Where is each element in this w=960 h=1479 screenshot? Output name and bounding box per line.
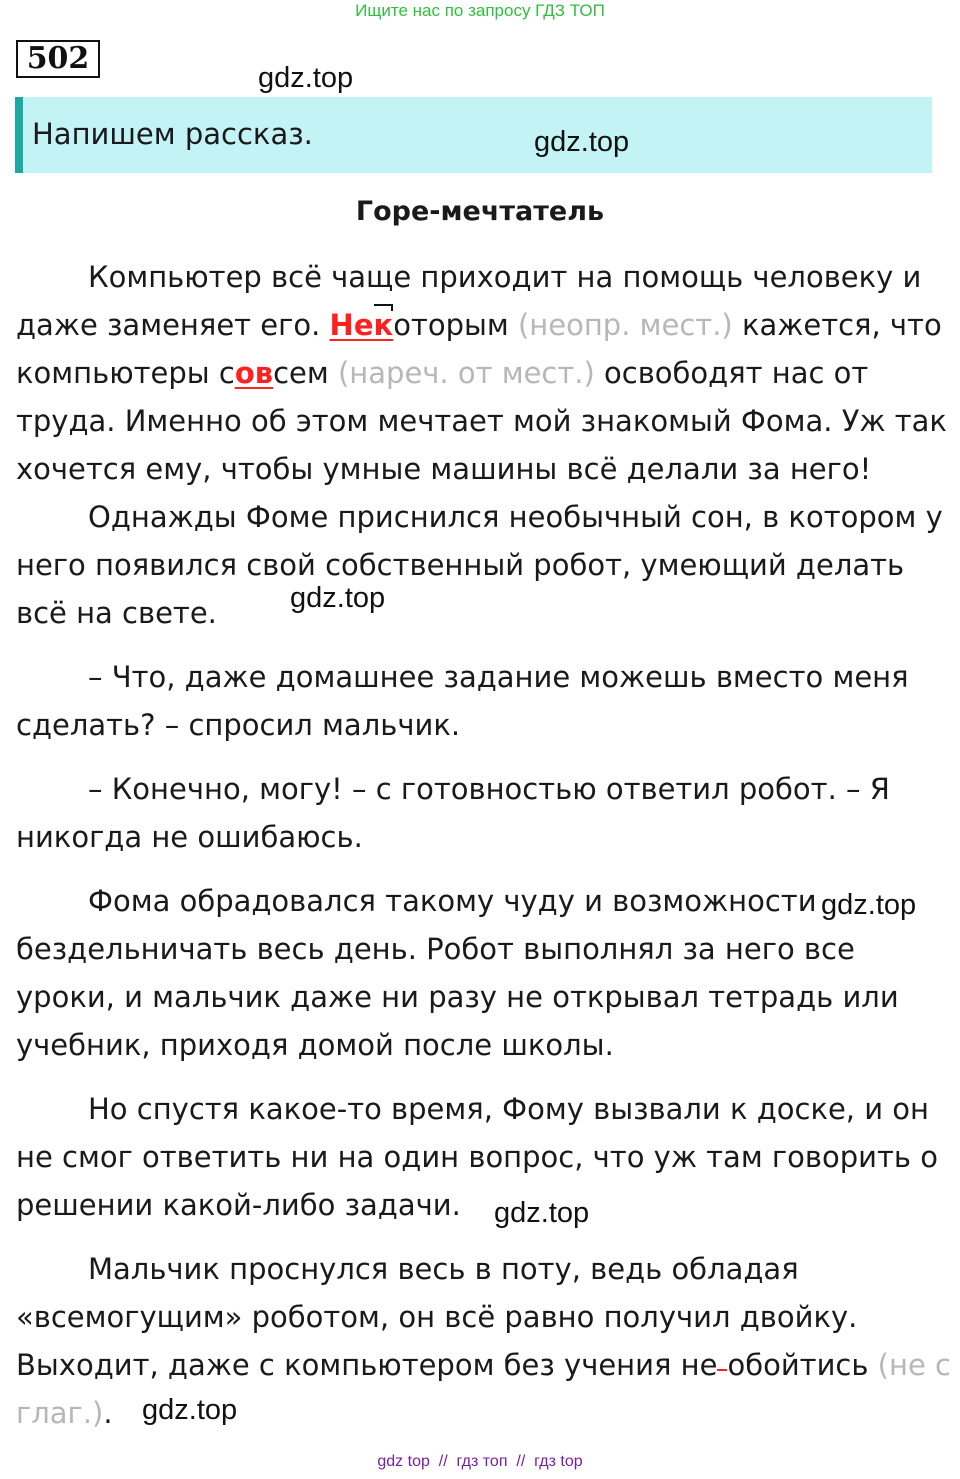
text-line: него появился свой собственный робот, умеющий делать (16, 548, 905, 582)
text-line: сделать? – спросил мальчик. (16, 708, 461, 742)
text-line: труда. Именно об этом мечтает мой знакомый Фома. Уж так (16, 404, 947, 438)
prefix-marked: Не (329, 308, 374, 342)
text-fragment: компьютеры с (16, 356, 235, 390)
root-marked: ов (234, 356, 274, 390)
text-fragment: даже заменяет его. (16, 308, 330, 342)
suffix-marked: к (373, 308, 394, 342)
watermark: gdz.top (494, 1197, 590, 1229)
text-line: никогда не ошибаюсь. (16, 820, 363, 854)
text-fragment: обойтись (727, 1348, 869, 1382)
grammar-note: глаг.) (16, 1396, 104, 1430)
story-title: Горе-мечтатель (355, 196, 605, 227)
text-fragment: кажется, что (741, 308, 942, 342)
watermark: gdz.top (821, 889, 917, 921)
text-line: хочется ему, чтобы умные машины всё делали за него! (16, 452, 872, 486)
footer-links: gdz top // гдз топ // гдз top (377, 1453, 583, 1470)
text-line: Мальчик проснулся весь в поту, ведь обладая (88, 1252, 799, 1286)
text-line: не смог ответить ни на один вопрос, что уж там говорить о (16, 1140, 938, 1174)
text-line (16, 355, 868, 391)
text-line: Но спустя какое-то время, Фому вызвали к доске, и он (88, 1092, 930, 1126)
text-line: «всемогущим» роботом, он всё равно получил двойку. (16, 1300, 858, 1334)
text-fragment: оторым (393, 308, 509, 342)
text-fragment: освободят нас от (604, 356, 869, 390)
text-line: учебник, приходя домой после школы. (16, 1028, 614, 1062)
exercise-number: 502 (16, 40, 100, 78)
separate-spelling-mark (717, 1368, 727, 1371)
grammar-note: (неопр. мест.) (517, 308, 733, 342)
task-text: Напишем рассказ. (32, 117, 313, 151)
text-line: Компьютер всё чаще приходит на помощь человеку и (88, 260, 922, 294)
text-line: – Конечно, могу! – с готовностью ответил робот. – Я (88, 772, 890, 806)
text-line: всё на свете. (16, 596, 217, 630)
text-line: решении какой-либо задачи. (16, 1188, 461, 1222)
text-line: – Что, даже домашнее задание можешь вместо меня (88, 660, 909, 694)
watermark: gdz.top (534, 126, 630, 158)
text-line (16, 1347, 951, 1383)
text-line: Фома обрадовался такому чуду и возможности (88, 884, 817, 918)
text-line: Однажды Фоме приснился необычный сон, в котором у (88, 500, 943, 534)
watermark: gdz.top (290, 582, 386, 614)
text-line: уроки, и мальчик даже ни разу не открывал тетрадь или (16, 980, 899, 1014)
text-fragment: Выходит, даже с компьютером без учения не (16, 1348, 718, 1382)
grammar-note: (не с (877, 1348, 951, 1382)
text-line (16, 1395, 113, 1431)
top-banner: Ищите нас по запросу ГДЗ ТОП (355, 1, 605, 20)
text-line (16, 307, 942, 343)
text-line: бездельничать весь день. Робот выполнял за него все (16, 932, 855, 966)
text-fragment: . (103, 1396, 113, 1430)
grammar-note: (нареч. от мест.) (337, 356, 595, 390)
watermark: gdz.top (142, 1394, 238, 1426)
watermark: gdz.top (258, 62, 354, 94)
text-fragment: сем (273, 356, 329, 390)
